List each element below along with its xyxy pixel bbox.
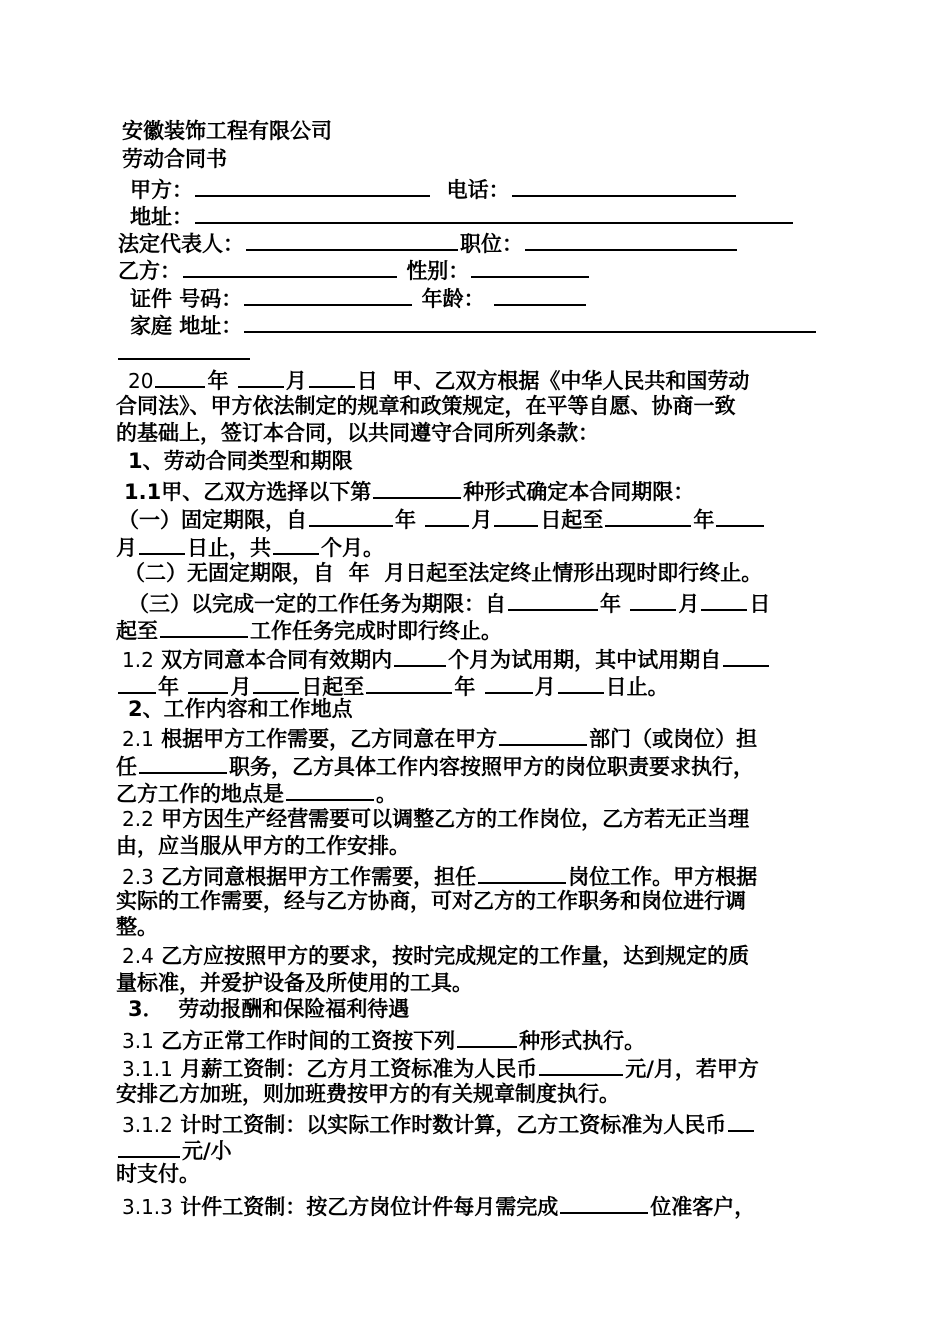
task-start-year-blank[interactable]: [508, 587, 598, 611]
option-task-term-line-1: （三）以完成一定的工作任务为期限：自 年 月 日: [128, 587, 770, 618]
party-b-name-blank[interactable]: [183, 254, 397, 278]
post-blank[interactable]: [478, 860, 566, 884]
clause-2-3-line-1: 2.3 乙方同意根据甲方工作需要，担任 岗位工作。甲方根据: [122, 860, 757, 891]
id-number-label: 证件 号码：: [130, 287, 243, 311]
contract-form-blank[interactable]: [373, 475, 461, 499]
probation-start-year-blank-2[interactable]: [118, 670, 156, 694]
gender-blank[interactable]: [471, 254, 589, 278]
option-fixed-term-line-2: 月 日止，共 个月。: [116, 531, 384, 562]
clause-3-1-2-line-3: 时支付。: [116, 1162, 200, 1186]
home-address-blank[interactable]: [244, 309, 816, 333]
hourly-wage-blank[interactable]: [728, 1108, 754, 1132]
start-year-blank[interactable]: [155, 364, 205, 388]
fixed-end-day-blank[interactable]: [139, 531, 185, 555]
clause-3-1-1-line-1: 3.1.1 月薪工资制：乙方月工资标准为人民币 元/月，若甲方: [122, 1052, 759, 1083]
party-a-phone-label: 电话：: [446, 178, 510, 202]
position-label: 职位：: [460, 232, 523, 256]
start-day-blank[interactable]: [309, 364, 355, 388]
probation-end-day-blank[interactable]: [558, 670, 604, 694]
clause-2-2-line-2: 由，应当服从甲方的工作安排。: [116, 834, 410, 858]
clause-2-1-line-3: 乙方工作的地点是 。: [116, 777, 397, 808]
option-task-term-line-2: 起至 工作任务完成时即行终止。: [116, 614, 502, 645]
clause-2-4-line-2: 量标准，并爱护设备及所使用的工具。: [116, 971, 473, 995]
probation-start-month-blank[interactable]: [188, 670, 228, 694]
fixed-end-year-blank[interactable]: [605, 503, 691, 527]
party-a-address-label: 地址：: [130, 205, 193, 229]
fixed-start-day-blank[interactable]: [494, 503, 538, 527]
party-b-name-label: 乙方：: [118, 259, 181, 283]
clause-3-1-3-line-1: 3.1.3 计件工资制：按乙方岗位计件每月需完成 位准客户，: [122, 1190, 755, 1221]
task-start-month-blank[interactable]: [630, 587, 676, 611]
monthly-wage-blank[interactable]: [539, 1052, 623, 1076]
work-location-blank[interactable]: [286, 777, 374, 801]
position-blank[interactable]: [525, 227, 737, 251]
party-a-phone-blank[interactable]: [512, 173, 736, 197]
document-title: 劳动合同书: [122, 147, 227, 171]
party-a-name-label: 甲方：: [130, 178, 193, 202]
id-number-blank[interactable]: [244, 282, 412, 306]
task-start-day-blank[interactable]: [701, 587, 747, 611]
party-a-name-blank[interactable]: [195, 173, 430, 197]
section-3-title: 3． 劳动报酬和保险福利待遇: [128, 997, 410, 1021]
party-a-address-blank[interactable]: [195, 200, 793, 224]
clause-2-1-line-2: 任 职务，乙方具体工作内容按照甲方的岗位职责要求执行，: [116, 750, 754, 781]
clause-3-1-2-line-2: 元/小: [116, 1134, 232, 1165]
option-open-term: （二）无固定期限，自 年 月日起至法定终止情形出现时即行终止。: [124, 561, 763, 585]
age-blank[interactable]: [494, 282, 586, 306]
fixed-start-month-blank[interactable]: [425, 503, 469, 527]
gender-label: 性别：: [406, 259, 470, 283]
clause-1-2-line-1: 1.2 双方同意本合同有效期内 个月为试用期，其中试用期自: [122, 643, 771, 674]
intro-line-3: 的基础上，签订本合同，以共同遵守合同所列条款：: [116, 421, 599, 445]
clause-1-2-line-2: 年 月 日起至 年 月 日止。: [116, 670, 669, 701]
department-blank[interactable]: [499, 722, 587, 746]
clause-2-4-line-1: 2.4 乙方应按照甲方的要求，按时完成规定的工作量，达到规定的质: [122, 944, 750, 968]
duty-blank[interactable]: [139, 750, 227, 774]
section-1-title: 1、劳动合同类型和期限: [128, 449, 353, 473]
home-address-label: 家庭 地址：: [130, 314, 243, 338]
probation-start-year-blank[interactable]: [723, 643, 769, 667]
task-name-blank[interactable]: [160, 614, 248, 638]
probation-start-day-blank[interactable]: [253, 670, 299, 694]
clause-3-1-2-line-1: 3.1.2 计时工资制：以实际工作时数计算，乙方工资标准为人民币: [122, 1108, 756, 1139]
piece-quota-blank[interactable]: [560, 1190, 648, 1214]
clause-3-1: 3.1 乙方正常工作时间的工资按下列 种形式执行。: [122, 1024, 645, 1055]
clause-2-1-line-1: 2.1 根据甲方工作需要，乙方同意在甲方 部门（或岗位）担: [122, 722, 757, 753]
clause-2-2-line-1: 2.2 甲方因生产经营需要可以调整乙方的工作岗位，乙方若无正当理: [122, 807, 750, 831]
age-label: 年龄：: [421, 287, 485, 311]
intro-line-2: 合同法》、甲方依法制定的规章和政策规定，在平等自愿、协商一致: [116, 394, 736, 418]
start-month-blank[interactable]: [238, 364, 284, 388]
fixed-start-year-blank[interactable]: [309, 503, 393, 527]
intro-line-1: 20 年 月 日 甲、乙双方根据《中华人民共和国劳动: [128, 364, 749, 395]
probation-months-blank[interactable]: [394, 643, 446, 667]
wage-form-blank[interactable]: [457, 1024, 517, 1048]
fixed-end-month-blank[interactable]: [716, 503, 764, 527]
probation-end-month-blank[interactable]: [485, 670, 533, 694]
home-address-row: [130, 309, 818, 340]
probation-end-year-blank[interactable]: [366, 670, 452, 694]
hourly-wage-blank-2[interactable]: [118, 1134, 180, 1158]
clause-2-3-line-3: 整。: [116, 915, 158, 939]
legal-rep-blank[interactable]: [246, 227, 458, 251]
clause-1-1: 1.1甲、乙双方选择以下第 种形式确定本合同期限：: [124, 475, 694, 506]
company-name: 安徽装饰工程有限公司: [122, 119, 332, 143]
fixed-months-blank[interactable]: [273, 531, 319, 555]
option-fixed-term-line-1: （一）固定期限，自 年 月 日起至 年: [118, 503, 766, 534]
legal-rep-label: 法定代表人：: [118, 232, 244, 256]
clause-2-3-line-2: 实际的工作需要，经与乙方协商，可对乙方的工作职务和岗位进行调: [116, 889, 746, 913]
clause-3-1-1-line-2: 安排乙方加班，则加班费按甲方的有关规章制度执行。: [116, 1082, 620, 1106]
party-b-name-row: [118, 254, 591, 285]
home-address-blank-continued[interactable]: [118, 358, 250, 360]
section-2-title: 2、工作内容和工作地点: [128, 697, 353, 721]
